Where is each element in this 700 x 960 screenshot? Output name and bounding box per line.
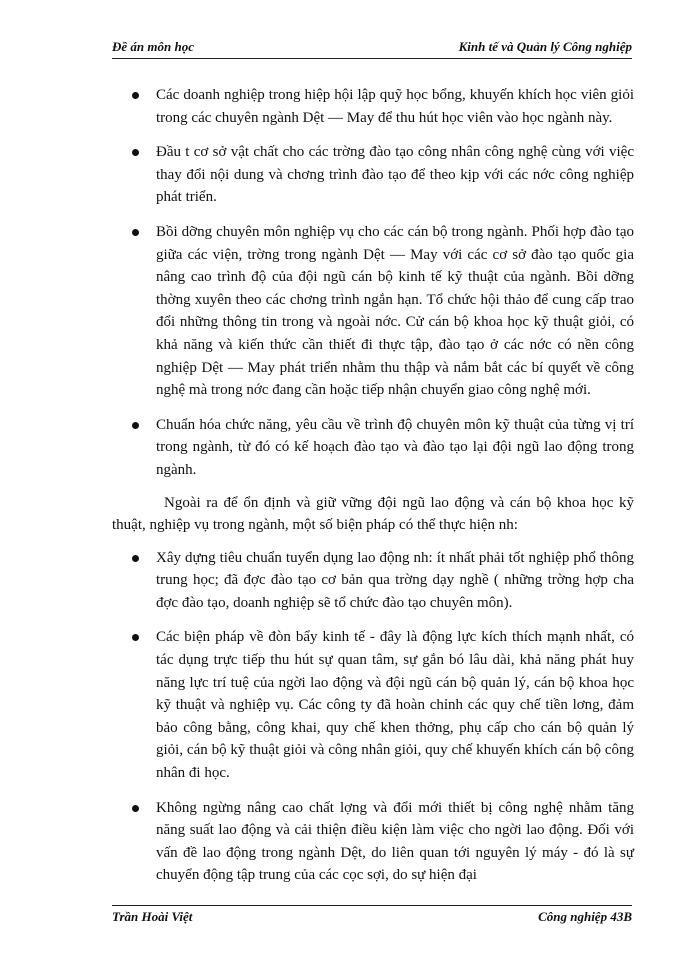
- page-header: [112, 38, 632, 59]
- bullet-item: [130, 141, 634, 209]
- header-course-title: Đề án môn học: [112, 39, 194, 54]
- bullet-item: [130, 84, 634, 129]
- bullet-item: [130, 547, 634, 615]
- bullet-text: Đầu t cơ sở vật chất cho các trờng đào tạo công nhân công nghệ cùng với việc thay đổi nội dung và chơng trình đào tạo để theo kịp với các nớc công nghiệp phát triển.: [156, 144, 634, 206]
- header-department: Kinh tế và Quản lý Công nghiệp: [458, 39, 632, 54]
- footer-class: Công nghiệp 43B: [538, 909, 632, 924]
- page-footer: [112, 905, 632, 926]
- bullet-icon: [132, 555, 139, 562]
- bullet-item: [130, 221, 634, 402]
- body-paragraph: Ngoài ra để ổn định và giữ vững đội ngũ lao động và cán bộ khoa học kỹ thuật, nghiệp vụ trong ngành, một số biện pháp có thể thực hiện nh:: [112, 494, 634, 534]
- bullet-text: Xây dựng tiêu chuẩn tuyển dụng lao động nh: ít nhất phải tốt nghiệp phổ thông trung học; đã đợc đào tạo cơ bản qua trờng dạy nghề ( những trờng hợp cha đợc đào tạo, doanh nghiệp sẽ tổ chức đào tạo chuyên môn).: [156, 549, 634, 611]
- bullet-icon: [132, 634, 139, 641]
- page-body: [112, 84, 634, 899]
- bullet-item: [130, 797, 634, 887]
- bullet-icon: [132, 229, 139, 236]
- footer-author: Trần Hoài Việt: [112, 909, 193, 924]
- bullet-text: Các biện pháp về đòn bẩy kinh tế - đây là động lực kích thích mạnh nhất, có tác dụng trực tiếp thu hút sự quan tâm, sự gắn bó lâu dài, khả năng phát huy năng lực trí tuệ của ngời lao động và đội ngũ cán bộ quản lý, cán bộ khoa học kỹ thuật và nghiệp vụ. Các công ty đã hoàn chỉnh các quy chế tiền lơng, đảm bảo công bằng, công khai, quy chế khen thởng, phụ cấp cho cán bộ quản lý giỏi, cán bộ kỹ thuật giỏi và công nhân giỏi, quy chế khuyến khích cán bộ công nhân đi học.: [156, 629, 634, 782]
- bullet-icon: [132, 149, 139, 156]
- bullet-item: [130, 414, 634, 482]
- bullet-icon: [132, 805, 139, 812]
- bullet-text: Các doanh nghiệp trong hiệp hội lập quỹ học bổng, khuyến khích học viên giỏi trong các chuyên ngành Dệt — May để thu hút học viên vào học ngành này.: [156, 87, 634, 126]
- bullet-text: Chuẩn hóa chức năng, yêu cầu về trình độ chuyên môn kỹ thuật của từng vị trí trong ngành, từ đó có kế hoạch đào tạo và đào tạo lại đội ngũ lao động trong ngành.: [156, 416, 634, 478]
- bullet-item: [130, 626, 634, 784]
- bullet-text: Không ngừng nâng cao chất lợng và đổi mới thiết bị công nghệ nhằm tăng năng suất lao động và cải thiện điều kiện làm việc cho ngời lao động. Đối với vấn đề lao động trong ngành Dệt, do liên quan tới nguyên lý máy - đó là sự chuyển động tập trung của các cọc sợi, do sự hiện đại: [156, 799, 634, 884]
- bullet-icon: [132, 92, 139, 99]
- bullet-text: Bồi dỡng chuyên môn nghiệp vụ cho các cán bộ trong ngành. Phối hợp đào tạo giữa các viện, trờng trong ngành Dệt — May với các cơ sở đào tạo quốc gia nâng cao trình độ của đội ngũ cán bộ kinh tế kỹ thuật của ngành. Bồi dỡng thờng xuyên theo các chơng trình ngắn hạn. Tổ chức hội thảo để cung cấp trao đổi những thông tin trong và ngoài nớc. Cử cán bộ khoa học kỹ thuật giỏi, có khả năng và kiến thức cần thiết đi thực tập, đào tạo ở các nớc có nền công nghiệp Dệt — May phát triển nhằm thu thập và nắm bắt các bí quyết về công nghệ mà trong nớc đang cần hoặc tiếp nhận chuyển giao công nghệ mới.: [156, 223, 634, 399]
- bullet-icon: [132, 422, 139, 429]
